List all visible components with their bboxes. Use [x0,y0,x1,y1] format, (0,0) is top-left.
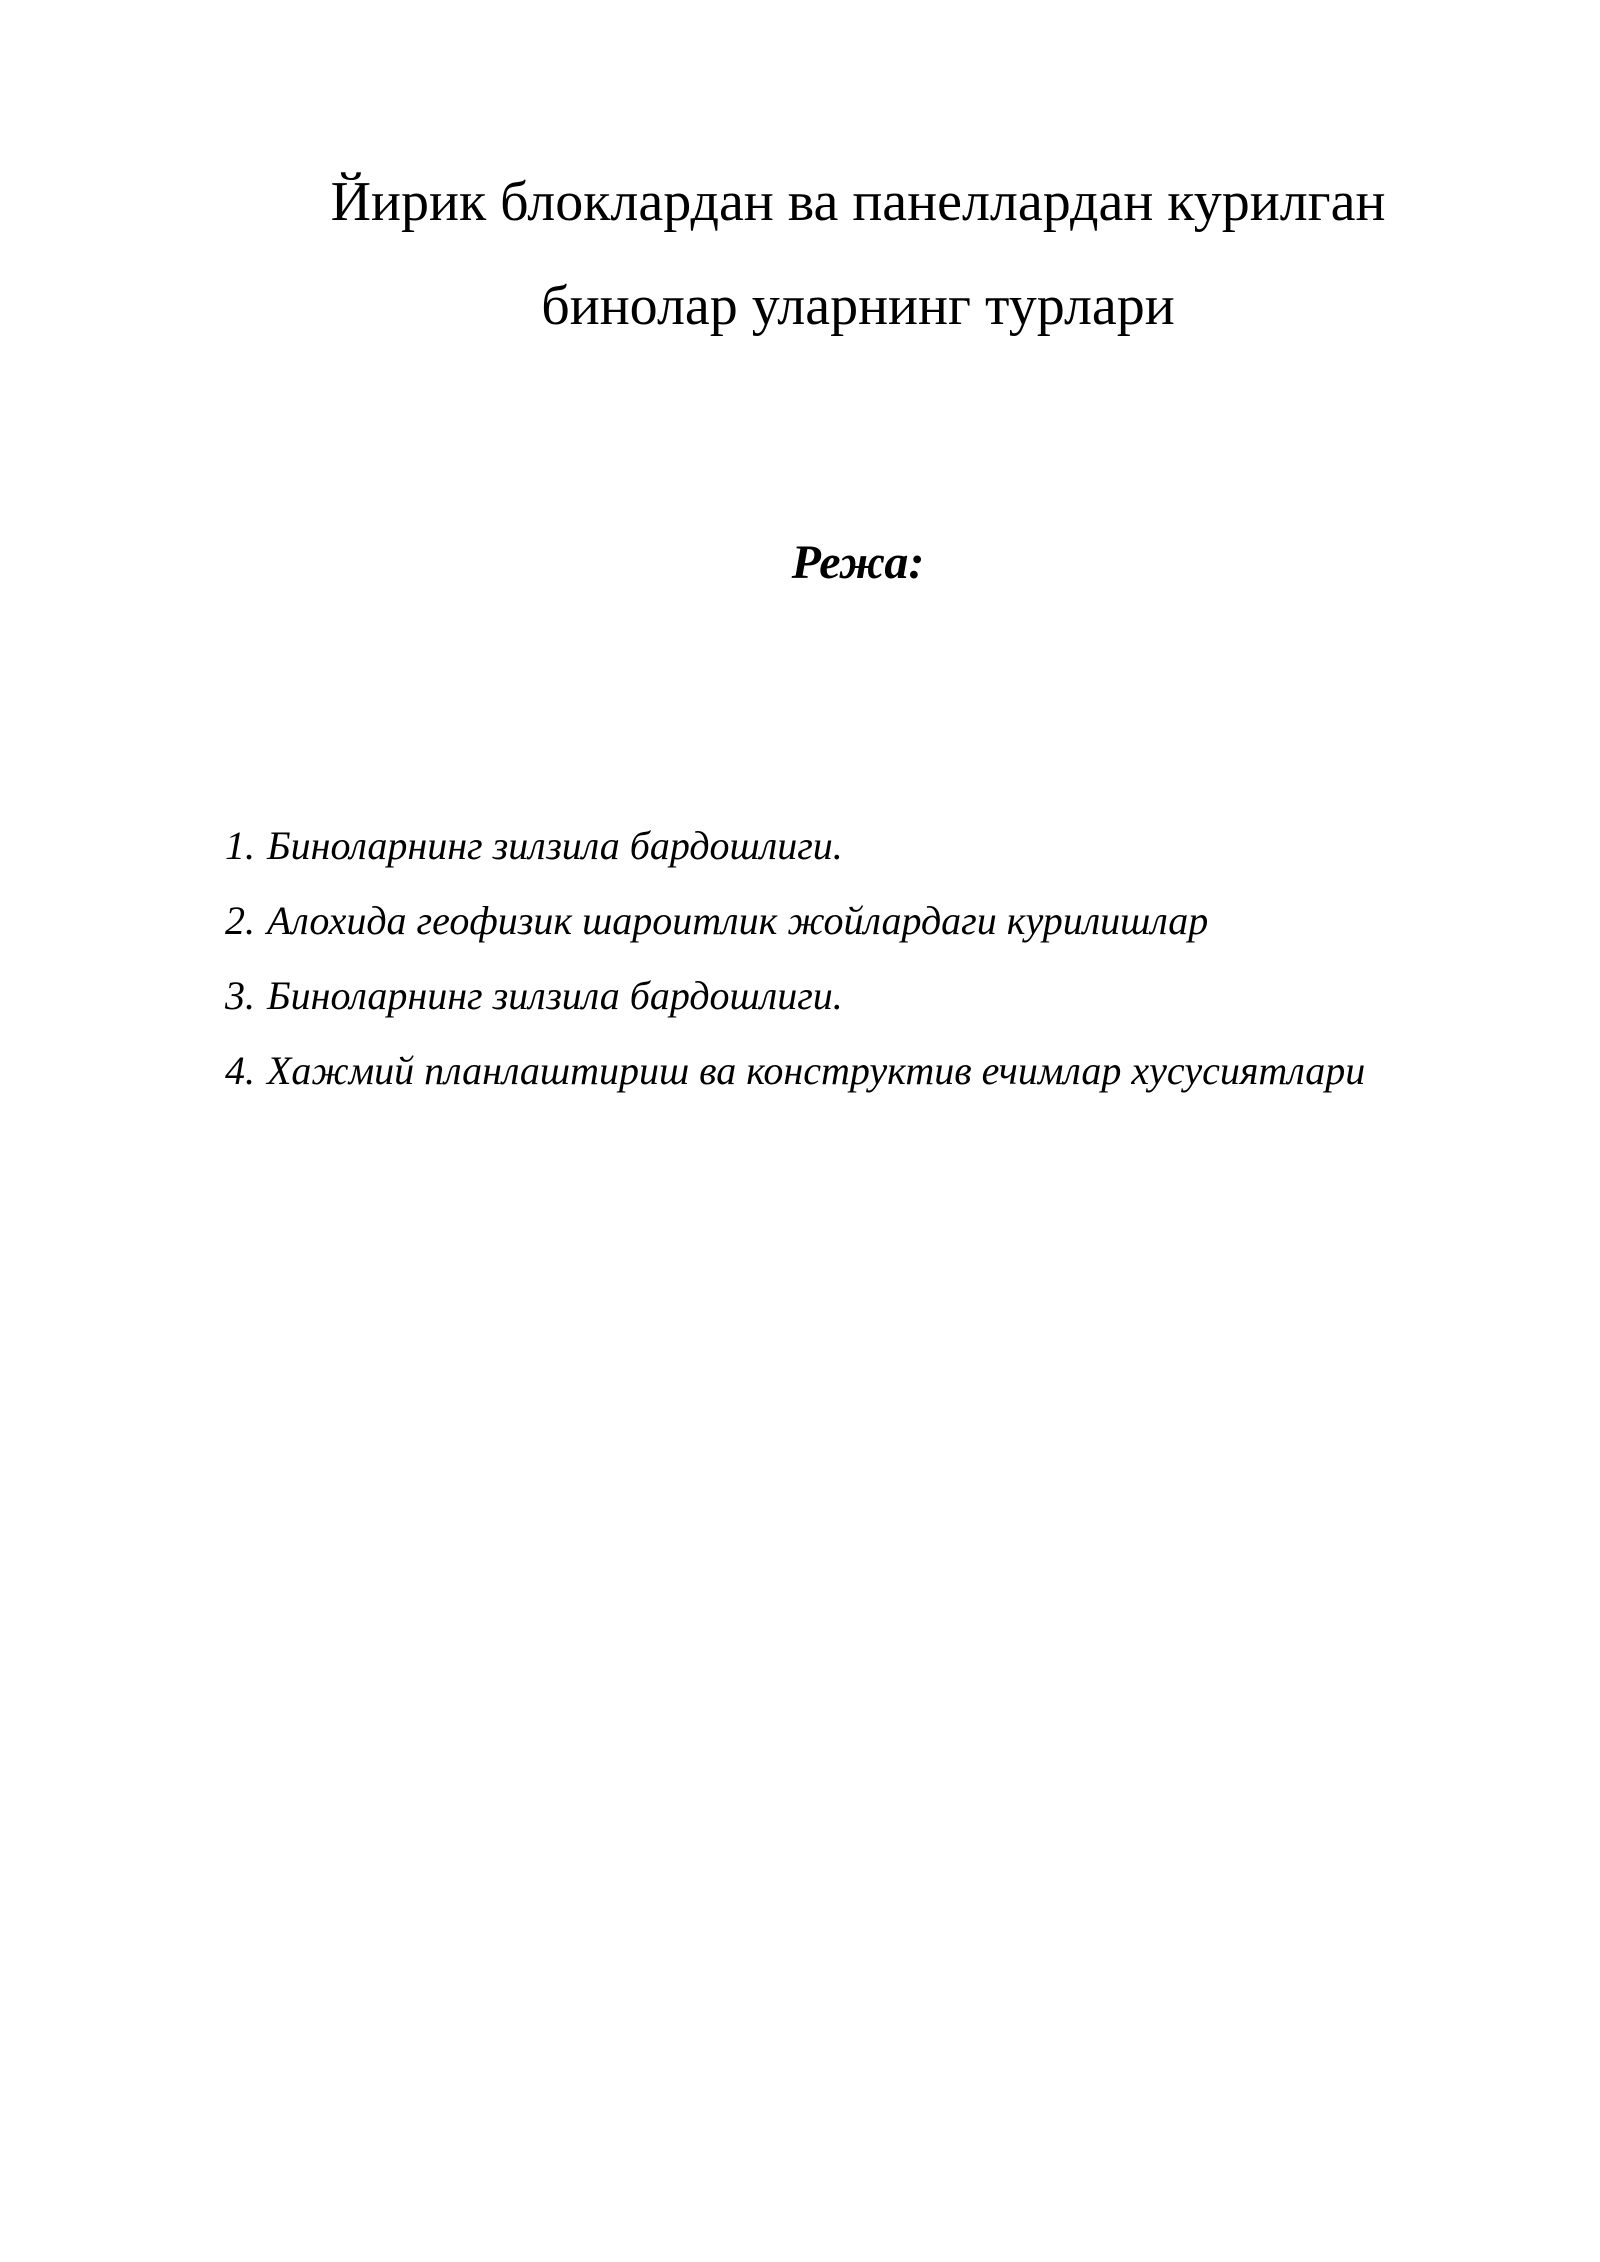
plan-item-4 [225,1033,1525,1108]
plan-item-1 [225,808,1525,883]
plan-item-text: Хажмий планлаштириш ва конструктив ечимлар хусусиятлари [267,1048,1366,1093]
plan-item-text: Биноларнинг зилзила бардошлиги. [267,973,843,1018]
title-line-2: бинолар уларнинг турлари [541,275,1175,337]
title-line-1: Йирик блоклардан ва панеллардан курилган [330,171,1386,233]
plan-item-2 [225,883,1525,958]
plan-heading: Режа: [791,536,925,589]
plan-item-number: 2. [225,898,255,943]
plan-item-number: 3. [225,973,255,1018]
plan-item-text: Алохида геофизик шароитлик жойлардаги курилишлар [267,898,1209,943]
plan-item-number: 4. [225,1048,255,1093]
document-title [258,150,1458,358]
plan-item-text: Биноларнинг зилзила бардошлиги. [267,823,843,868]
plan-item-number: 1. [225,823,255,868]
plan-item-3 [225,958,1525,1033]
plan-list [225,808,1525,1108]
